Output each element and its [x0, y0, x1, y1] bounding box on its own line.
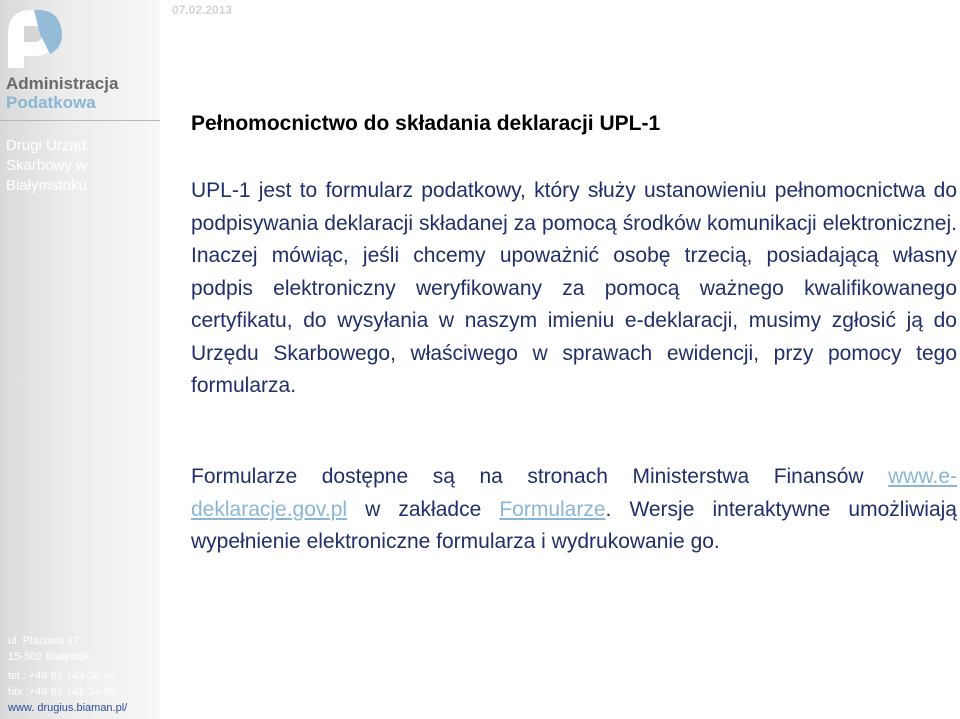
- page-title: Pełnomocnictwo do składania deklaracji UPL-1: [191, 112, 661, 135]
- paragraph-forms-end: . Wersje interaktywne umożliwiają wypełnienie elektroniczne formularza i wydrukowanie go.: [191, 497, 957, 553]
- address: [8, 633, 89, 665]
- brand-divider: [0, 120, 160, 121]
- fax-number: fax :+48 85 741-34-89: [8, 686, 116, 698]
- office-name-line3: Białymstoku: [6, 177, 87, 194]
- address-street: ul. Plażowa 17: [8, 635, 80, 647]
- contact: [8, 668, 116, 700]
- paragraph-forms-info: [191, 461, 957, 559]
- phone-number: tel.: +48 85 743-36-40: [8, 670, 116, 682]
- brand-name-line1: Administracja: [6, 74, 119, 93]
- brand-name-line2: Podatkowa: [6, 93, 96, 112]
- paragraph-forms-mid: w zakładce: [365, 497, 482, 521]
- administracja-podatkowa-logo-icon: [4, 4, 64, 70]
- formularze-link[interactable]: Formularze: [499, 497, 606, 521]
- office-name-line2: Skarbowy w: [6, 157, 87, 174]
- paragraph-description: UPL-1 jest to formularz podatkowy, który służy ustanowieniu pełnomocnictwa do podpisywania deklaracji składanej za pomocą środków komunikacji elektronicznej. Inaczej mówiąc, jeśli chcemy upoważnić osobę trzecią, posiadającą własny podpis elektroniczny weryfikowany za pomocą ważnego kwalifikowanego certyfikatu, do wysyłania w naszym imieniu e-deklaracji, musimy zgłosić ją do Urzędu Skarbowego, właściwego w sprawach ewidencji, przy pomocy tego formularza.: [191, 179, 957, 397]
- website-link[interactable]: www. drugius.biaman.pl/: [8, 702, 128, 714]
- paragraph-forms-intro: Formularze dostępne są na stronach Ministerstwa Finansów: [191, 465, 864, 488]
- e-deklaracje-link[interactable]: www.e-deklaracje.gov.pl: [191, 465, 957, 521]
- date: 07.02.2013: [172, 3, 233, 17]
- office-name-line1: Drugi Urząd: [6, 137, 87, 154]
- office-name: [6, 136, 87, 196]
- address-city: 15-502 Białystok: [8, 651, 90, 663]
